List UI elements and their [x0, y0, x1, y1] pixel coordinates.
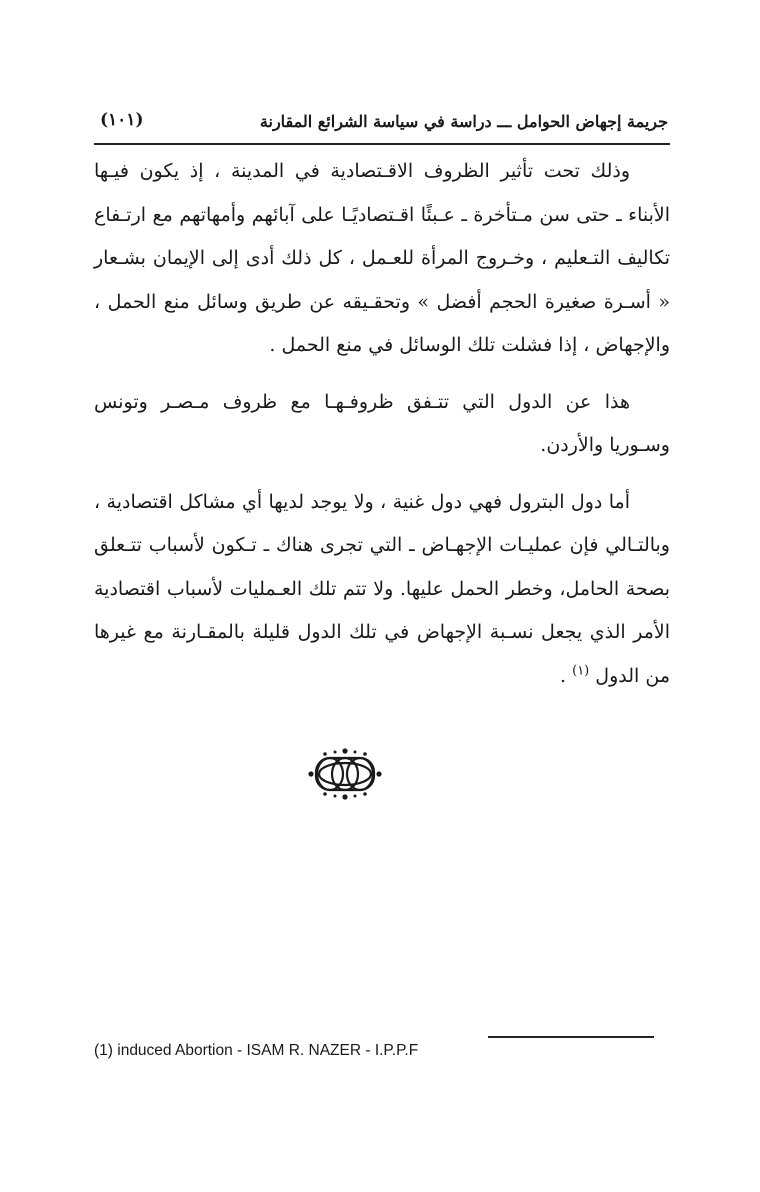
- page-number: (١٠١): [100, 110, 144, 130]
- paragraph-2: هذا عن الدول التي تتـفق ظروفـهـا مع ظروف مـصـر وتونس وسـوريا والأردن.: [94, 390, 670, 456]
- header-divider: [94, 143, 670, 145]
- footnote-divider: [488, 1036, 654, 1038]
- paragraph-3-text: أما دول البترول فهي دول غنية ، ولا يوجد لديها أي مشاكل اقتصادية ، وبالتـالي فإن عمليـات الإجهـاض ـ التي تجرى هناك ـ تـكون لأسباب تتـعلق بصحة الحامل، وخطر الحمل عليها. ولا تتم تلك العـمليات لأسباب اقتصادية الأمر الذي يجعل نسـبة الإجهاض في تلك الدول قليلة بالمقـارنة مع غيرها من الدول: [94, 490, 670, 687]
- paragraph-3-end: .: [560, 664, 573, 687]
- paragraph-1: وذلك تحت تأثير الظروف الاقـتصادية في المدينة ، إذ يكون فيـها الأبناء ـ حتى سن مـتأخرة ـ عـبئًا اقـتصاديًـا على آبائهم وأمهاتهم مع ارتـفاع تكاليف التـعليم ، وخـروج المرأة للعـمل ، كل ذلك أدى إلى الإيمان بشـعار « أسـرة صغيرة الحجم أفضل » وتحقـيقه عن طريق وسائل منع الحمل ، والإجهاض ، إذا فشلت تلك الوسائل في منع الحمل .: [94, 160, 670, 356]
- paragraph-3: [94, 481, 670, 699]
- body-text: [94, 150, 670, 698]
- running-header-title: جريمة إجهاض الحوامل ـــ دراسة في سياسة الشرائع المقارنة: [259, 112, 668, 131]
- decorative-ornament-icon: [300, 744, 390, 804]
- footnote-reference: (١): [572, 663, 590, 679]
- footnote: (1) induced Abortion - ISAM R. NAZER - I.P.P.F: [94, 1042, 419, 1059]
